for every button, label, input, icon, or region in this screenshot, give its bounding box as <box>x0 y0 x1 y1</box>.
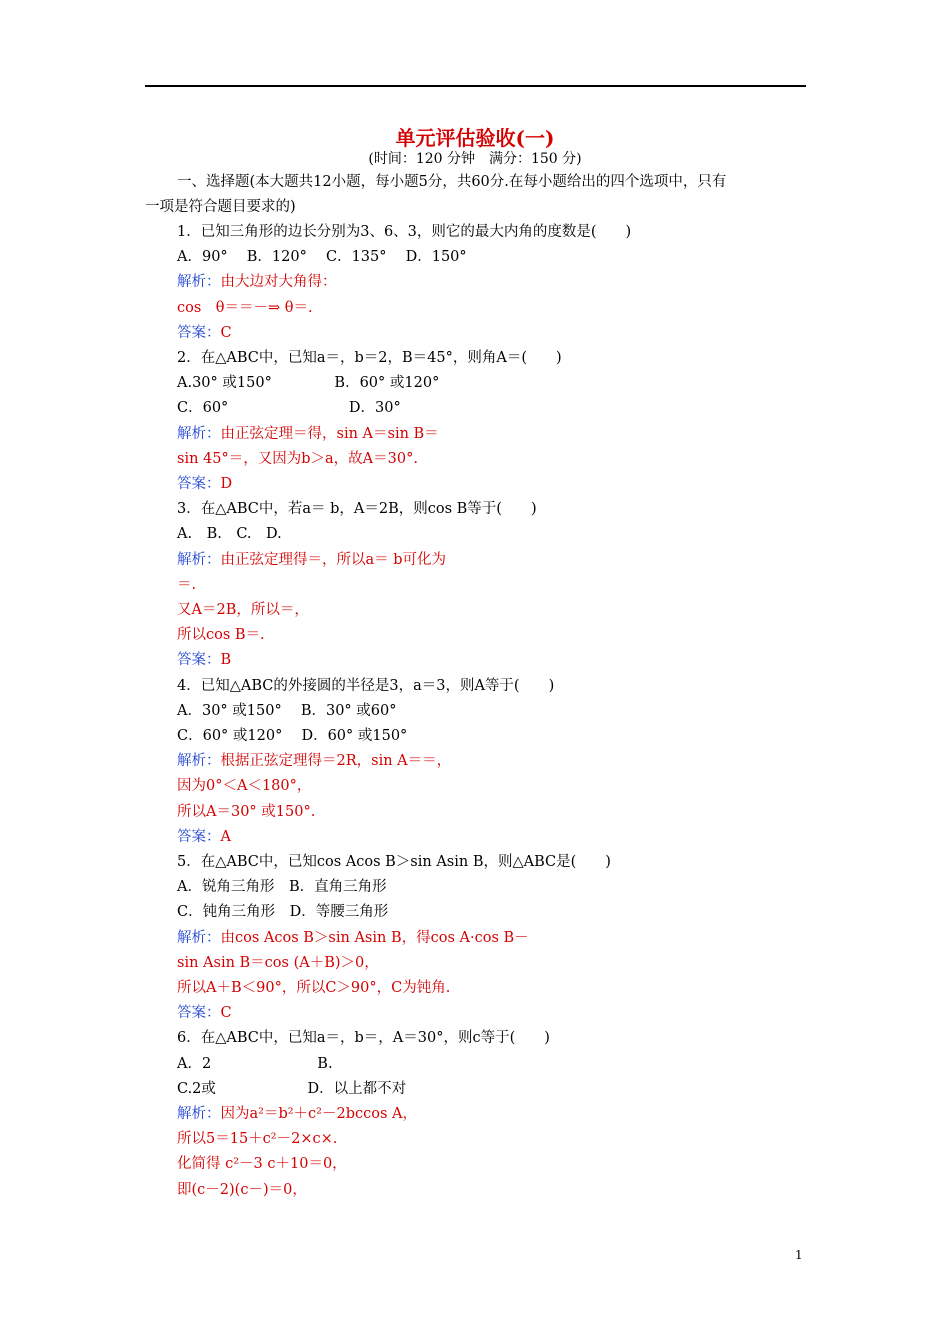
answer-label: 答案： <box>177 1005 221 1022</box>
analysis-line <box>177 550 446 570</box>
analysis-line <box>177 272 337 292</box>
question-line: A．90° B．120° C．135° D．150° <box>177 249 467 266</box>
solution-line: 因为0°＜A＜180°， <box>177 778 312 795</box>
solution-line: 所以A＋B＜90°，所以C＞90°，C为钝角. <box>177 980 451 996</box>
analysis-text: 因为a²＝b²＋c²－2bccos A， <box>220 1106 417 1122</box>
solution-line: ＝. <box>177 576 197 593</box>
solution-line: 即(c－2)(c－)＝0， <box>177 1181 307 1198</box>
question-line: 2．在△ABC中，已知a＝，b＝2，B＝45°，则角A＝( ) <box>177 350 562 366</box>
answer-line <box>177 474 232 494</box>
analysis-text: 由cos Acos B＞sin Asin B，得cos A·cos B－ <box>220 929 529 946</box>
page-title: 单元评估验收(一) <box>395 126 555 150</box>
answer-text: A <box>220 828 231 845</box>
answer-text: D <box>220 476 233 492</box>
answer-text: B <box>220 652 232 669</box>
solution-line: cos θ＝＝－⇒ θ＝. <box>177 299 313 316</box>
solution-line: 又A＝2B，所以＝， <box>177 602 309 618</box>
question-line: C．60° 或120° D．60° 或150° <box>177 728 408 744</box>
answer-line <box>177 827 231 847</box>
solution-line: 所以5＝15＋c²－2×c×. <box>177 1131 338 1148</box>
analysis-line <box>177 928 529 948</box>
analysis-line <box>177 1104 417 1124</box>
analysis-line <box>177 751 451 771</box>
analysis-text: 根据正弦定理得＝2R，sin A＝＝， <box>220 753 452 770</box>
question-line: A．锐角三角形 B．直角三角形 <box>177 879 387 896</box>
analysis-label: 解析： <box>177 753 221 770</box>
answer-text: C <box>220 324 232 341</box>
page-number: 1 <box>795 1248 803 1262</box>
page-subtitle: (时间：120 分钟 满分：150 分) <box>368 151 582 167</box>
question-line: A．2 B. <box>177 1055 333 1072</box>
answer-label: 答案： <box>177 828 221 845</box>
header-rule <box>145 85 806 87</box>
question-line: A. B. C. D. <box>177 526 282 543</box>
question-line: A．30° 或150° B．30° 或60° <box>177 702 397 719</box>
question-line: C．60° D．30° <box>177 400 401 417</box>
answer-label: 答案： <box>177 476 221 492</box>
question-line: 4．已知△ABC的外接圆的半径是3，a＝3，则A等于( ) <box>177 677 555 694</box>
question-line: C．钝角三角形 D．等腰三角形 <box>177 904 389 921</box>
answer-line <box>177 650 231 670</box>
question-line: 1．已知三角形的边长分别为3、6、3，则它的最大内角的度数是( ) <box>177 224 632 240</box>
question-line: 3．在△ABC中，若a＝ b，A＝2B，则cos B等于( ) <box>177 501 537 518</box>
solution-line: 所以cos B＝. <box>177 627 265 644</box>
section-intro-line-2: 一项是符合题目要求的) <box>145 199 296 215</box>
analysis-line <box>177 424 439 444</box>
question-line: C.2或 D．以上都不对 <box>177 1080 407 1097</box>
analysis-label: 解析： <box>177 551 221 568</box>
answer-line <box>177 1003 232 1023</box>
question-line: A.30° 或150° B．60° 或120° <box>177 375 440 392</box>
answer-text: C <box>220 1005 232 1022</box>
question-line: 6．在△ABC中，已知a＝，b＝，A＝30°，则c等于( ) <box>177 1030 550 1047</box>
solution-line: 化简得 c²－3 c＋10＝0， <box>177 1156 347 1173</box>
analysis-text: 由大边对大角得： <box>220 274 337 291</box>
answer-label: 答案： <box>177 324 221 341</box>
solution-line: sin 45°＝，又因为b＞a，故A＝30°. <box>177 450 418 467</box>
section-intro-line-1: 一、选择题(本大题共12小题，每小题5分，共60分.在每小题给出的四个选项中，只有 <box>177 174 727 190</box>
solution-line: 所以A＝30° 或150°. <box>177 803 316 820</box>
answer-label: 答案： <box>177 652 221 669</box>
analysis-text: 由正弦定理得＝，所以a＝ b可化为 <box>220 551 447 568</box>
solution-line: sin Asin B＝cos (A＋B)＞0， <box>177 954 379 971</box>
analysis-label: 解析： <box>177 929 221 946</box>
analysis-label: 解析： <box>177 274 221 291</box>
analysis-label: 解析： <box>177 1106 221 1122</box>
answer-line <box>177 323 232 343</box>
analysis-text: 由正弦定理＝得，sin A＝sin B＝ <box>220 425 439 442</box>
question-line: 5．在△ABC中，已知cos Acos B＞sin Asin B，则△ABC是( ) <box>177 854 611 870</box>
analysis-label: 解析： <box>177 425 221 442</box>
